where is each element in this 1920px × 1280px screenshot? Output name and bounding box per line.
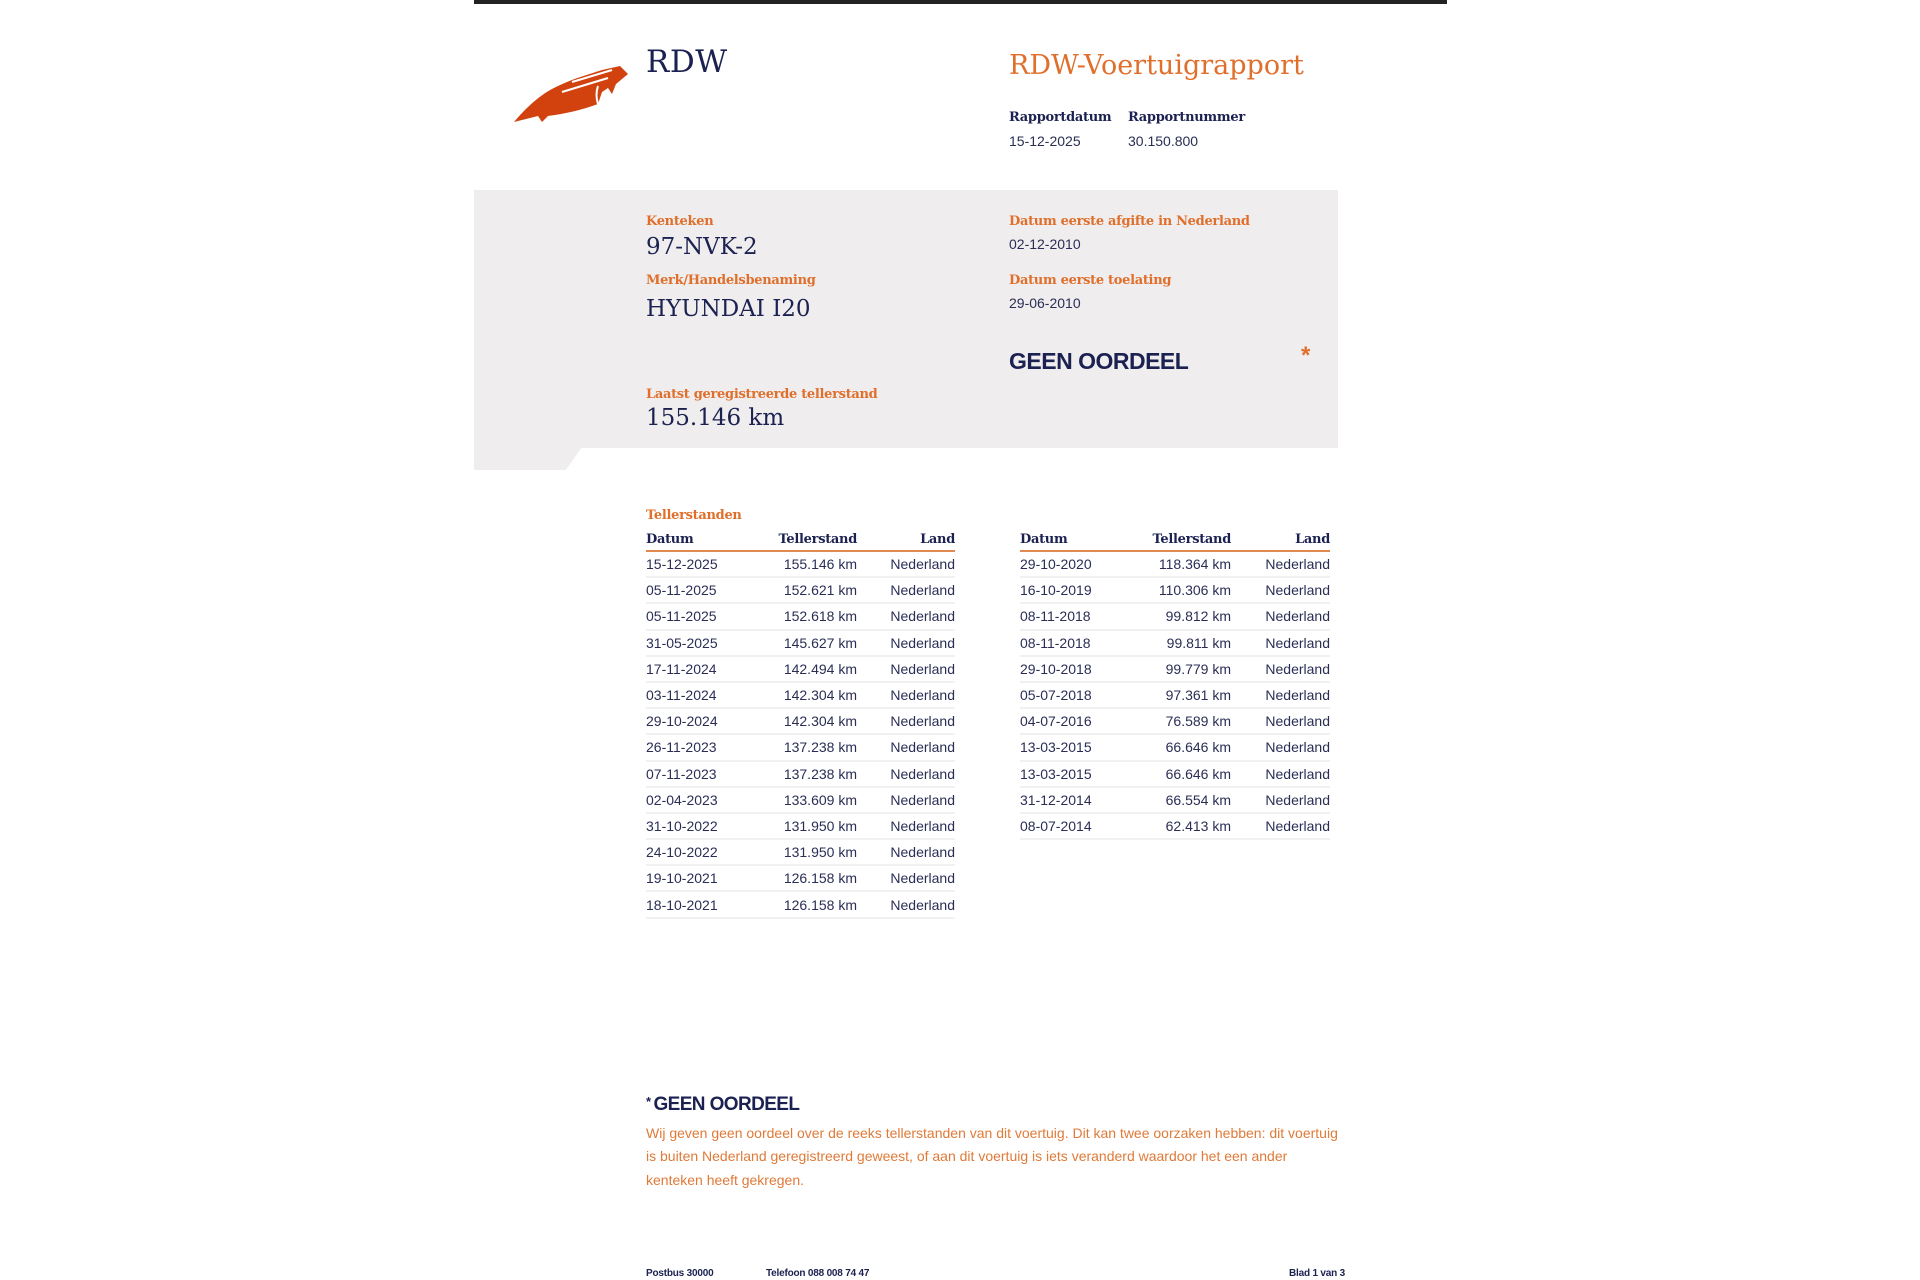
cell-date: 05-07-2018 xyxy=(1020,682,1148,708)
cell-odometer: 66.646 km xyxy=(1148,734,1231,760)
vehicle-summary-card-tab xyxy=(474,447,582,470)
table-row xyxy=(646,603,955,629)
table-row xyxy=(646,787,955,813)
odometer-verdict: GEEN OORDEEL xyxy=(1009,348,1189,374)
rdw-feather-logo-icon xyxy=(512,64,628,126)
cell-date: 03-11-2024 xyxy=(646,682,774,708)
column-header-country: Land xyxy=(857,530,955,551)
table-row xyxy=(1020,682,1330,708)
cell-odometer: 137.238 km xyxy=(774,761,857,787)
cell-country: Nederland xyxy=(857,839,955,865)
cell-odometer: 145.627 km xyxy=(774,630,857,656)
footnote-title-text: GEEN OORDEEL xyxy=(653,1094,800,1115)
cell-country: Nederland xyxy=(1231,603,1330,629)
cell-date: 02-04-2023 xyxy=(646,787,774,813)
first-admission-label: Datum eerste toelating xyxy=(1009,273,1172,288)
table-row xyxy=(1020,603,1330,629)
cell-country: Nederland xyxy=(1231,656,1330,682)
cell-odometer: 152.618 km xyxy=(774,603,857,629)
cell-odometer: 99.811 km xyxy=(1148,630,1231,656)
footnote-text: Wij geven geen oordeel over de reeks tellerstanden van dit voertuig. Dit kan twee oorzaken hebben: dit voertuig is buiten Nederland geregistreerd geweest, of aan dit voertuig is iets veranderd waardoor het een ander kenteken heeft gekregen. xyxy=(646,1125,1338,1188)
cell-country: Nederland xyxy=(857,813,955,839)
first-issue-nl-label: Datum eerste afgifte in Nederland xyxy=(1009,214,1250,229)
column-header-odometer: Tellerstand xyxy=(1148,530,1231,551)
cell-country: Nederland xyxy=(857,761,955,787)
table-row xyxy=(646,761,955,787)
verdict-footnote-marker: * xyxy=(1301,342,1311,369)
cell-date: 29-10-2020 xyxy=(1020,551,1148,577)
cell-odometer: 142.304 km xyxy=(774,682,857,708)
cell-date: 31-12-2014 xyxy=(1020,787,1148,813)
report-date-label: Rapportdatum xyxy=(1009,110,1112,125)
cell-odometer: 137.238 km xyxy=(774,734,857,760)
table-row xyxy=(1020,734,1330,760)
cell-date: 13-03-2015 xyxy=(1020,734,1148,760)
table-row xyxy=(646,734,955,760)
footer-postbus: Postbus 30000 xyxy=(646,1268,714,1279)
first-admission-value: 29-06-2010 xyxy=(1009,295,1081,311)
brand-name: RDW xyxy=(646,44,728,80)
page-top-rule xyxy=(474,0,1447,4)
odometer-table-title: Tellerstanden xyxy=(646,508,742,523)
cell-date: 08-07-2014 xyxy=(1020,813,1148,839)
cell-odometer: 133.609 km xyxy=(774,787,857,813)
cell-date: 05-11-2025 xyxy=(646,577,774,603)
cell-country: Nederland xyxy=(857,603,955,629)
cell-odometer: 99.779 km xyxy=(1148,656,1231,682)
make-label: Merk/Handelsbenaming xyxy=(646,273,816,288)
table-header-row xyxy=(646,530,955,551)
cell-country: Nederland xyxy=(1231,551,1330,577)
cell-country: Nederland xyxy=(1231,682,1330,708)
cell-country: Nederland xyxy=(857,630,955,656)
cell-odometer: 131.950 km xyxy=(774,813,857,839)
cell-odometer: 99.812 km xyxy=(1148,603,1231,629)
cell-odometer: 131.950 km xyxy=(774,839,857,865)
first-issue-nl-value: 02-12-2010 xyxy=(1009,236,1081,252)
cell-odometer: 110.306 km xyxy=(1148,577,1231,603)
make-value: HYUNDAI I20 xyxy=(646,296,811,322)
cell-date: 07-11-2023 xyxy=(646,761,774,787)
table-row xyxy=(646,630,955,656)
cell-country: Nederland xyxy=(857,682,955,708)
footer-phone: Telefoon 088 008 74 47 xyxy=(766,1268,870,1279)
column-header-date: Datum xyxy=(646,530,774,551)
table-row xyxy=(646,708,955,734)
cell-country: Nederland xyxy=(857,865,955,891)
odometer-table-right xyxy=(1020,530,1330,840)
odometer-label: Laatst geregistreerde tellerstand xyxy=(646,387,878,402)
cell-date: 19-10-2021 xyxy=(646,865,774,891)
table-row xyxy=(646,839,955,865)
cell-date: 16-10-2019 xyxy=(1020,577,1148,603)
cell-odometer: 118.364 km xyxy=(1148,551,1231,577)
table-row xyxy=(1020,787,1330,813)
cell-odometer: 126.158 km xyxy=(774,865,857,891)
cell-odometer: 76.589 km xyxy=(1148,708,1231,734)
table-row xyxy=(1020,551,1330,577)
column-header-country: Land xyxy=(1231,530,1330,551)
cell-odometer: 142.304 km xyxy=(774,708,857,734)
cell-odometer: 66.554 km xyxy=(1148,787,1231,813)
cell-date: 31-10-2022 xyxy=(646,813,774,839)
cell-date: 08-11-2018 xyxy=(1020,630,1148,656)
column-header-date: Datum xyxy=(1020,530,1148,551)
cell-country: Nederland xyxy=(1231,734,1330,760)
cell-country: Nederland xyxy=(857,891,955,917)
cell-date: 08-11-2018 xyxy=(1020,603,1148,629)
report-date: 15-12-2025 xyxy=(1009,133,1081,149)
report-number: 30.150.800 xyxy=(1128,133,1199,149)
cell-country: Nederland xyxy=(1231,761,1330,787)
odometer-value: 155.146 km xyxy=(646,405,785,431)
cell-date: 24-10-2022 xyxy=(646,839,774,865)
cell-country: Nederland xyxy=(1231,813,1330,839)
table-row xyxy=(1020,630,1330,656)
table-header-row xyxy=(1020,530,1330,551)
footer-page-number: Blad 1 van 3 xyxy=(1289,1268,1345,1279)
footnote-title xyxy=(646,1094,799,1116)
plate-label: Kenteken xyxy=(646,214,714,229)
cell-date: 04-07-2016 xyxy=(1020,708,1148,734)
cell-odometer: 62.413 km xyxy=(1148,813,1231,839)
cell-odometer: 155.146 km xyxy=(774,551,857,577)
cell-odometer: 126.158 km xyxy=(774,891,857,917)
plate-value: 97-NVK-2 xyxy=(646,234,758,260)
cell-country: Nederland xyxy=(857,708,955,734)
cell-country: Nederland xyxy=(1231,577,1330,603)
column-header-odometer: Tellerstand xyxy=(774,530,857,551)
table-row xyxy=(1020,708,1330,734)
cell-odometer: 152.621 km xyxy=(774,577,857,603)
cell-country: Nederland xyxy=(857,551,955,577)
table-row xyxy=(646,656,955,682)
cell-date: 29-10-2018 xyxy=(1020,656,1148,682)
footnote-marker: * xyxy=(646,1094,651,1109)
cell-odometer: 97.361 km xyxy=(1148,682,1231,708)
odometer-table-left xyxy=(646,530,955,919)
cell-country: Nederland xyxy=(857,656,955,682)
cell-date: 26-11-2023 xyxy=(646,734,774,760)
table-row xyxy=(646,865,955,891)
cell-date: 31-05-2025 xyxy=(646,630,774,656)
cell-country: Nederland xyxy=(1231,630,1330,656)
cell-country: Nederland xyxy=(857,787,955,813)
cell-odometer: 142.494 km xyxy=(774,656,857,682)
cell-country: Nederland xyxy=(857,734,955,760)
cell-date: 18-10-2021 xyxy=(646,891,774,917)
table-row xyxy=(1020,761,1330,787)
cell-date: 13-03-2015 xyxy=(1020,761,1148,787)
table-row xyxy=(646,682,955,708)
report-number-label: Rapportnummer xyxy=(1128,110,1245,125)
table-row xyxy=(646,551,955,577)
cell-odometer: 66.646 km xyxy=(1148,761,1231,787)
cell-country: Nederland xyxy=(1231,787,1330,813)
table-row xyxy=(646,577,955,603)
table-row xyxy=(1020,656,1330,682)
cell-date: 05-11-2025 xyxy=(646,603,774,629)
table-row xyxy=(646,813,955,839)
cell-date: 29-10-2024 xyxy=(646,708,774,734)
table-row xyxy=(1020,577,1330,603)
table-row xyxy=(646,891,955,917)
cell-country: Nederland xyxy=(1231,708,1330,734)
cell-date: 15-12-2025 xyxy=(646,551,774,577)
table-row xyxy=(1020,813,1330,839)
cell-date: 17-11-2024 xyxy=(646,656,774,682)
report-title: RDW-Voertuigrapport xyxy=(1009,50,1304,81)
cell-country: Nederland xyxy=(857,577,955,603)
